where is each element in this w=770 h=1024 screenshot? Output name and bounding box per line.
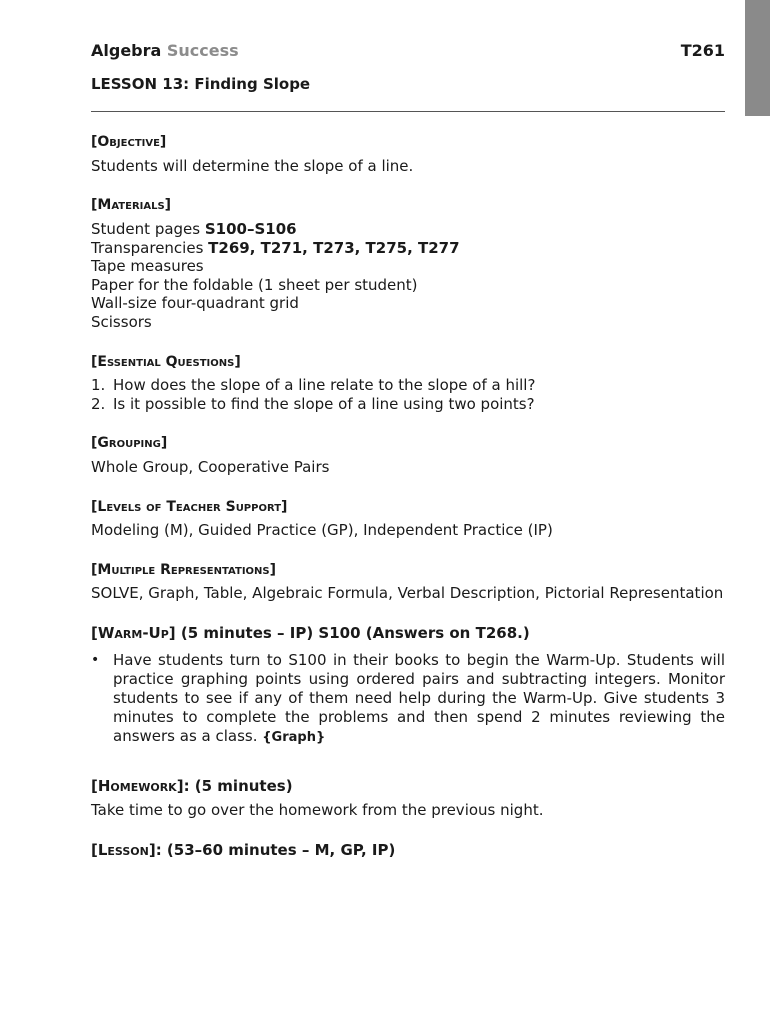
question-text: How does the slope of a line relate to the slope of a hill?: [113, 376, 536, 395]
warm-up-label: [Warm-Up]: [91, 623, 176, 642]
warm-up-detail: (5 minutes – IP) S100 (Answers on T268.): [175, 623, 530, 642]
homework-detail: : (5 minutes): [183, 777, 293, 796]
brand-title: [91, 42, 239, 61]
brand-bold: Algebra: [91, 41, 162, 60]
bullet-dot: •: [91, 652, 100, 669]
list-item: Paper for the foldable (1 sheet per student): [91, 275, 418, 294]
warm-up-section: [91, 624, 725, 748]
homework-text: Take time to go over the homework from the previous night.: [91, 801, 544, 820]
essential-questions-section: [91, 353, 725, 414]
warm-up-bullet-item: [91, 651, 725, 747]
objective-text: Students will determine the slope of a line.: [91, 156, 414, 175]
page-header: [91, 42, 725, 61]
transparencies-list: T269, T271, T273, T275, T277: [208, 238, 460, 257]
document-page: [91, 42, 725, 864]
objective-heading: [Objective]: [91, 134, 167, 151]
header-divider: [91, 111, 725, 112]
lesson-heading: [91, 841, 725, 860]
representations-heading: [Multiple Representations]: [91, 561, 277, 578]
grouping-heading: [Grouping]: [91, 435, 168, 452]
homework-heading: [91, 777, 725, 796]
grouping-text: Whole Group, Cooperative Pairs: [91, 457, 330, 476]
essential-questions-list: [91, 376, 725, 413]
homework-label: [Homework]: [91, 777, 184, 796]
edge-tab: [745, 0, 770, 116]
transparencies-prefix: Transparencies: [91, 238, 209, 257]
list-item: [91, 395, 725, 414]
representations-text: SOLVE, Graph, Table, Algebraic Formula, Verbal Description, Pictorial Representation: [91, 584, 724, 603]
levels-section: [91, 498, 725, 540]
materials-heading: [Materials]: [91, 197, 172, 214]
student-pages-range: S100–S106: [204, 219, 297, 238]
essential-questions-heading: [Essential Questions]: [91, 353, 241, 370]
brand-light: Success: [166, 41, 239, 60]
list-item: [91, 376, 725, 395]
question-text: Is it possible to find the slope of a line using two points?: [113, 394, 535, 413]
materials-section: [91, 196, 725, 331]
page-number: T261: [680, 41, 725, 60]
question-number: 2.: [91, 394, 106, 413]
student-pages-prefix: Student pages: [91, 219, 205, 238]
objective-section: [91, 133, 725, 175]
lesson-section: [91, 841, 725, 860]
levels-heading: [Levels of Teacher Support]: [91, 498, 288, 515]
warm-up-heading: [91, 624, 725, 643]
list-item: Tape measures: [91, 257, 204, 276]
levels-text: Modeling (M), Guided Practice (GP), Independent Practice (IP): [91, 521, 553, 540]
homework-section: [91, 777, 725, 819]
lesson-title: LESSON 13: Finding Slope: [91, 74, 311, 93]
question-number: 1.: [91, 376, 106, 395]
lesson-detail: : (53–60 minutes – M, GP, IP): [155, 840, 396, 859]
warm-up-text: [113, 651, 725, 747]
warm-up-instructions: Have students turn to S100 in their books to begin the Warm-Up. Students will practice graphing points using ordered pairs and subtracting integers. Monitor students to see if any of them need help during the Warm-Up. Give students 3 minutes to complete the problems and then spend 2 minutes reviewing the answers as a class.: [113, 651, 725, 745]
list-item: [91, 220, 725, 239]
representation-tag: {Graph}: [262, 729, 326, 745]
materials-list: [91, 220, 725, 332]
list-item: Scissors: [91, 312, 152, 331]
lesson-label: [Lesson]: [91, 840, 156, 859]
grouping-section: [91, 434, 725, 476]
list-item: Wall-size four-quadrant grid: [91, 294, 299, 313]
list-item: [91, 239, 725, 258]
representations-section: [91, 561, 725, 603]
